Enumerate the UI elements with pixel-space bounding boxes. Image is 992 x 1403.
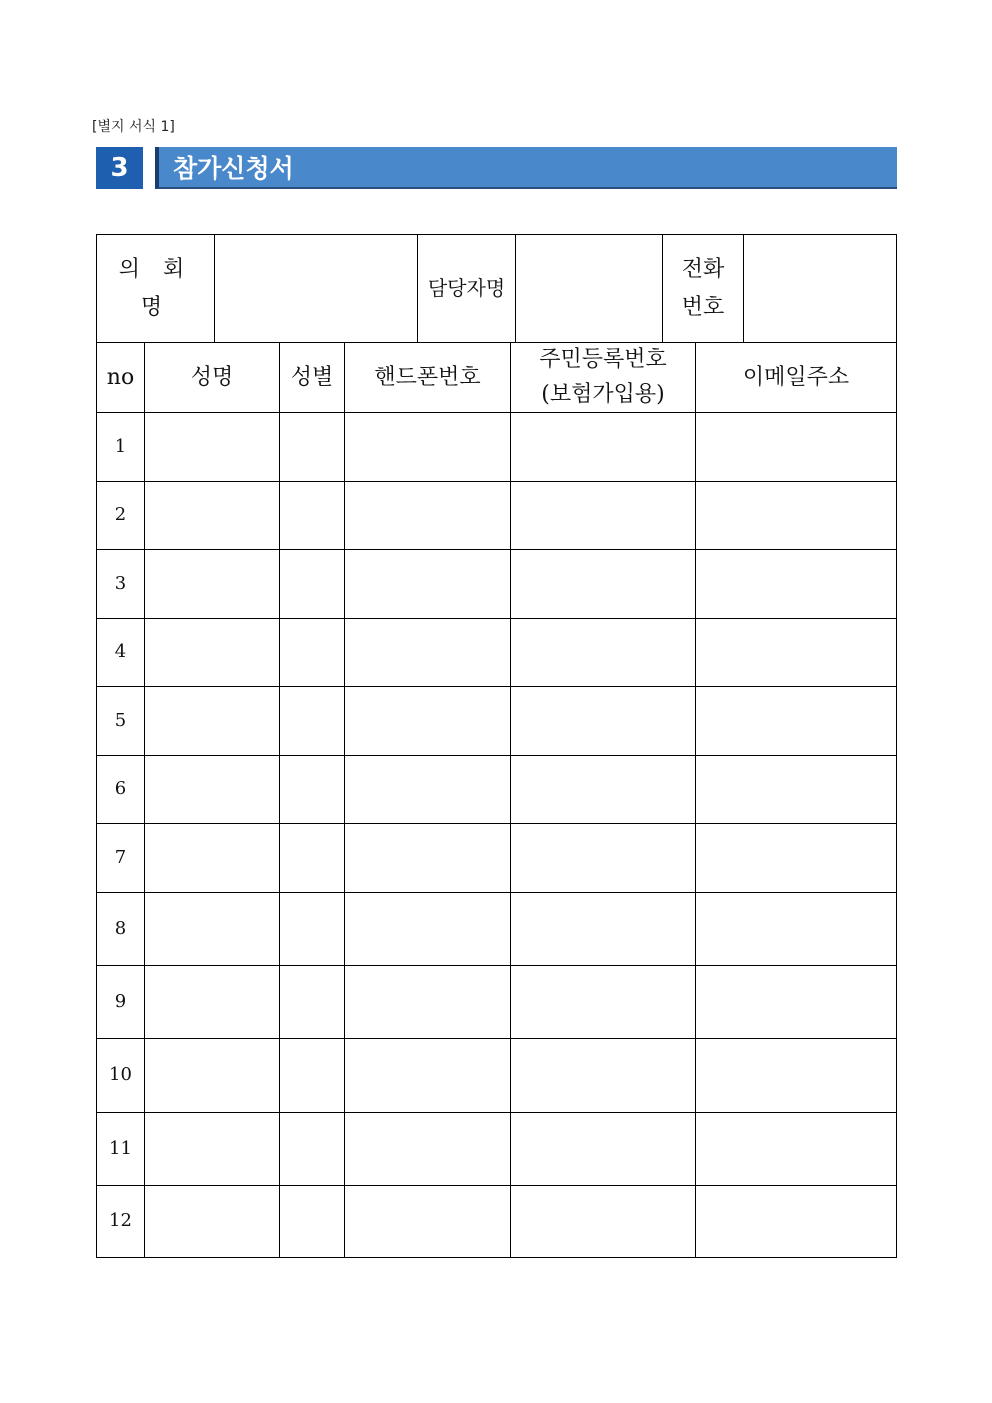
page-title: 참가신청서	[173, 154, 294, 183]
id-number-cell[interactable]	[511, 619, 696, 687]
table-row	[97, 482, 897, 550]
table-row	[97, 413, 897, 482]
gender-cell[interactable]	[280, 619, 345, 687]
id-header-line2: (보험가입용)	[541, 381, 665, 407]
phone-cell[interactable]	[345, 756, 511, 824]
email-cell[interactable]	[696, 1113, 897, 1186]
id-number-cell[interactable]	[511, 1186, 696, 1258]
id-number-cell[interactable]	[511, 966, 696, 1039]
id-number-cell[interactable]	[511, 482, 696, 550]
section-number-badge: 3	[96, 147, 143, 189]
email-cell[interactable]	[696, 687, 897, 756]
contact-person-field[interactable]	[516, 235, 663, 343]
table-row	[97, 687, 897, 756]
email-cell[interactable]	[696, 550, 897, 619]
table-row	[97, 966, 897, 1039]
id-header-line1: 주민등록번호	[539, 347, 667, 373]
email-cell[interactable]	[696, 619, 897, 687]
row-number: 4	[97, 619, 145, 687]
gender-cell[interactable]	[280, 687, 345, 756]
id-number-cell[interactable]	[511, 824, 696, 893]
phone-cell[interactable]	[345, 619, 511, 687]
gender-cell[interactable]	[280, 550, 345, 619]
phone-cell[interactable]	[345, 893, 511, 966]
id-number-cell[interactable]	[511, 1113, 696, 1186]
row-number: 2	[97, 482, 145, 550]
gender-cell[interactable]	[280, 482, 345, 550]
gender-cell[interactable]	[280, 756, 345, 824]
email-cell[interactable]	[696, 893, 897, 966]
council-name-label: 의 회 명	[97, 235, 215, 343]
council-name-field[interactable]	[215, 235, 418, 343]
name-cell[interactable]	[145, 893, 280, 966]
row-number: 9	[97, 966, 145, 1039]
table-row	[97, 824, 897, 893]
form-reference: [별지 서식 1]	[92, 119, 175, 135]
name-cell[interactable]	[145, 1113, 280, 1186]
row-number: 5	[97, 687, 145, 756]
gender-cell[interactable]	[280, 413, 345, 482]
gender-cell[interactable]	[280, 1186, 345, 1258]
contact-person-label: 담당자명	[418, 235, 516, 343]
table-row	[97, 756, 897, 824]
email-cell[interactable]	[696, 756, 897, 824]
row-number: 10	[97, 1039, 145, 1113]
phone-cell[interactable]	[345, 824, 511, 893]
gender-cell[interactable]	[280, 824, 345, 893]
name-cell[interactable]	[145, 550, 280, 619]
table-row	[97, 893, 897, 966]
table-row	[97, 1039, 897, 1113]
column-header-id-number	[511, 343, 696, 413]
phone-cell[interactable]	[345, 1039, 511, 1113]
row-number: 11	[97, 1113, 145, 1186]
id-number-cell[interactable]	[511, 550, 696, 619]
phone-cell[interactable]	[345, 550, 511, 619]
name-cell[interactable]	[145, 413, 280, 482]
phone-number-label	[663, 235, 744, 343]
phone-label-line2: 번호	[681, 294, 725, 320]
email-cell[interactable]	[696, 482, 897, 550]
phone-cell[interactable]	[345, 966, 511, 1039]
name-cell[interactable]	[145, 482, 280, 550]
id-number-cell[interactable]	[511, 413, 696, 482]
column-header-phone: 핸드폰번호	[345, 343, 511, 413]
gender-cell[interactable]	[280, 966, 345, 1039]
row-number: 1	[97, 413, 145, 482]
column-header-no: no	[97, 343, 145, 413]
phone-number-field[interactable]	[744, 235, 897, 343]
table-row	[97, 550, 897, 619]
email-cell[interactable]	[696, 413, 897, 482]
id-number-cell[interactable]	[511, 756, 696, 824]
id-number-cell[interactable]	[511, 1039, 696, 1113]
name-cell[interactable]	[145, 687, 280, 756]
table-row	[97, 1186, 897, 1258]
email-cell[interactable]	[696, 824, 897, 893]
phone-cell[interactable]	[345, 687, 511, 756]
name-cell[interactable]	[145, 619, 280, 687]
name-cell[interactable]	[145, 966, 280, 1039]
row-number: 6	[97, 756, 145, 824]
gender-cell[interactable]	[280, 893, 345, 966]
row-number: 3	[97, 550, 145, 619]
name-cell[interactable]	[145, 756, 280, 824]
email-cell[interactable]	[696, 1186, 897, 1258]
table-row	[97, 619, 897, 687]
name-cell[interactable]	[145, 1186, 280, 1258]
row-number: 7	[97, 824, 145, 893]
name-cell[interactable]	[145, 1039, 280, 1113]
table-header-row	[97, 343, 897, 413]
section-title-bar	[155, 147, 897, 189]
name-cell[interactable]	[145, 824, 280, 893]
phone-cell[interactable]	[345, 482, 511, 550]
row-number: 12	[97, 1186, 145, 1258]
id-number-cell[interactable]	[511, 687, 696, 756]
phone-label-line1: 전화	[681, 257, 725, 283]
column-header-email: 이메일주소	[696, 343, 897, 413]
column-header-name: 성명	[145, 343, 280, 413]
applicant-info-table	[96, 234, 897, 343]
row-number: 8	[97, 893, 145, 966]
table-row	[97, 1113, 897, 1186]
participant-table	[96, 342, 897, 1258]
column-header-gender: 성별	[280, 343, 345, 413]
phone-cell[interactable]	[345, 1186, 511, 1258]
id-number-cell[interactable]	[511, 893, 696, 966]
gender-cell[interactable]	[280, 1039, 345, 1113]
email-cell[interactable]	[696, 1039, 897, 1113]
phone-cell[interactable]	[345, 1113, 511, 1186]
email-cell[interactable]	[696, 966, 897, 1039]
phone-cell[interactable]	[345, 413, 511, 482]
gender-cell[interactable]	[280, 1113, 345, 1186]
